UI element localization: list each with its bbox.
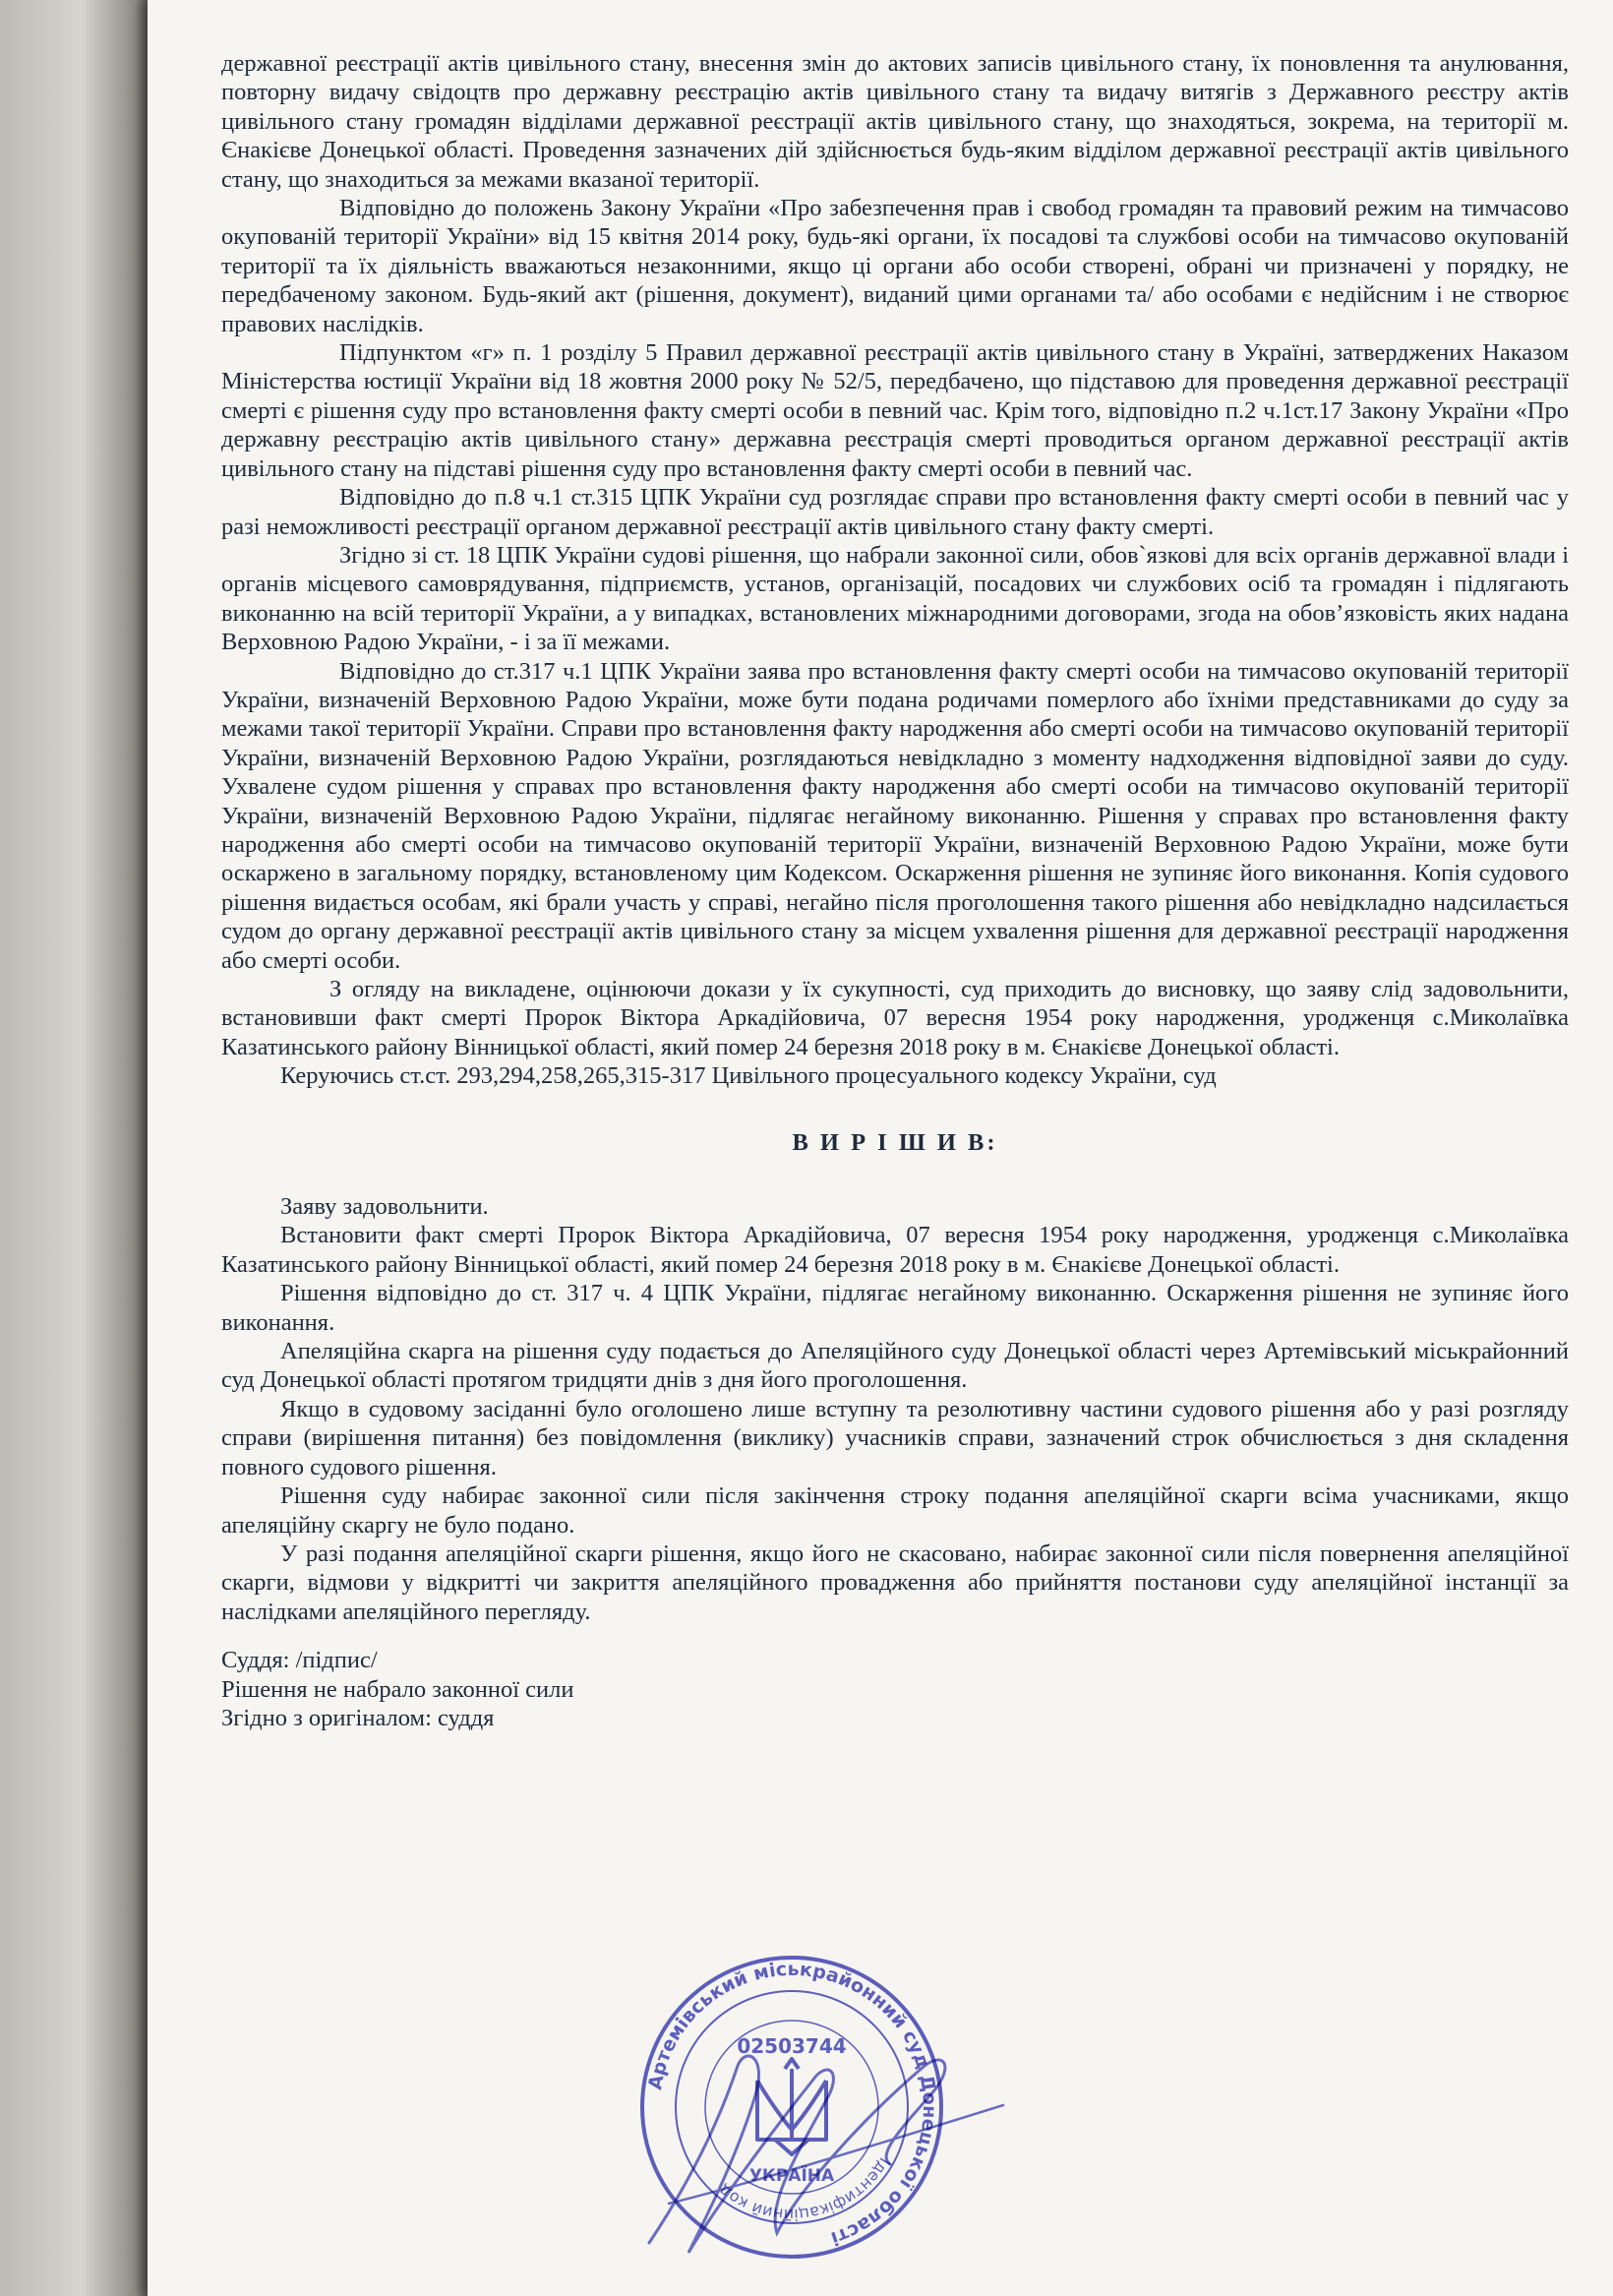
signature-not-in-force: Рішення не набрало законної сили	[221, 1675, 574, 1703]
resolution-legal-force: Рішення суду набирає законної сили після закінчення строку подання апеляційної скарги всіма учасниками, якщо апеляційну скаргу не було подано.	[221, 1482, 1569, 1539]
paragraph-art-18: Згідно зі ст. 18 ЦПК України судові рішення, що набрали законної сили, обов`язкові для всіх органів державної влади і органів місцевого самоврядування, підприємств, установ, організацій, посадових чи службових осіб та громадян і підлягають виконанню на всій території України, а у випадках, встановлених міжнародними договорами, згода на обов’язковість яких надана Верховною Радою України, - і за її межами.	[221, 541, 1569, 656]
seal-code: 02503744	[737, 2034, 847, 2058]
signature-copy: Згідно з оригіналом: суддя	[221, 1704, 495, 1731]
resolution-term: Якщо в судовому засіданні було оголошено лише вступну та резолютивну частини судового рішення або у разі розгляду справи (вирішення питання) без повідомлення (виклику) учасників справи, зазначений строк обчислюється з дня складення повного судового рішення.	[221, 1395, 1569, 1480]
paragraph-guided-by: Керуючись ст.ст. 293,294,258,265,315-317 Цивільного процесуального кодексу України, суд	[280, 1062, 1217, 1090]
signature-judge: Суддя: /підпис/	[221, 1647, 378, 1674]
book-fold-shadow	[0, 0, 148, 2296]
resolution-establish-fact: Встановити факт смерті Пророк Віктора Аркадійовича, 07 вересня 1954 року народження, уродженця с.Миколаївка Казатинського району Вінницької області, який помер 24 березня 2018 року в м. Єнакієве Донецької області.	[221, 1222, 1569, 1278]
seal-inner-text: Ідентифікаційний код	[714, 2154, 895, 2225]
paragraph-registration-rules: Підпунктом «г» п. 1 розділу 5 Правил державної реєстрації актів цивільного стану в Україні, затверджених Наказом Міністерства юстиції України від 18 жовтня 2000 року № 52/5, передбачено, що підставою для проведення державної реєстрації смерті є рішення суду про встановлення факту смерті особи в певний час. Крім того, відповідно п.2 ч.1ст.17 Закону України «Про державну реєстрацію актів цивільного стану» державна реєстрація смерті проводиться органом державної реєстрації актів цивільного стану на підставі рішення суду про встановлення факту смерті особи в певний час.	[221, 339, 1569, 482]
document-body	[221, 49, 1569, 1732]
resolution-grant: Заяву задовольнити.	[280, 1193, 489, 1221]
paragraph-art-315: Відповідно до п.8 ч.1 ст.315 ЦПК України суд розглядає справи про встановлення факту смерті особи в певний час у разі неможливості реєстрації органом державної реєстрації актів цивільного стану факту смерті.	[221, 484, 1569, 540]
paragraph-occupied-law: Відповідно до положень Закону України «Про забезпечення прав і свобод громадян та правовий режим на тимчасово окупованій території України» від 15 квітня 2014 року, будь-які органи, їх посадові та службові особи на тимчасово окупованій території та їх діяльність вважаються незаконними, якщо ці органи або особи створені, обрані чи призначені у порядку, не передбаченому законом. Будь-який акт (рішення, документ), виданий цими органами та/ або особами є недійсним і не створює правових наслідків.	[221, 195, 1569, 337]
paragraph-art-317: Відповідно до ст.317 ч.1 ЦПК України заява про встановлення факту смерті особи на тимчасово окупованій території України, визначеній Верховною Радою України, може бути подана родичами померлого або їхніми представниками до суду за межами такої території України. Справи про встановлення факту народження або смерті особи на тимчасово окупованій території України, визначеній Верховною Радою України, розглядаються невідкладно з моменту надходження відповідної заяви до суду. Ухвалене судом рішення у справах про встановлення факту народження або смерті особи на тимчасово окупованій території України, визначеній Верховною Радою України, підлягає негайному виконанню. Рішення у справах про встановлення факту народження або смерті особи на тимчасово окупованій території України, визначеній Верховною Радою України, може бути оскаржено в загальному порядку, встановленому цим Кодексом. Оскарження рішення не зупиняє його виконання. Копія судового рішення видається особам, які брали участь у справі, негайно після проголошення такого рішення або невідкладно надсилається судом до органу державної реєстрації актів цивільного стану за місцем ухвалення рішення для державної реєстрації народження або смерті особи.	[221, 657, 1569, 974]
decision-heading: В И Р І Ш И В:	[792, 1128, 998, 1156]
seal-outer-text: Артемівський міськрайонний суд Донецької області	[644, 1958, 941, 2250]
seal-country: УКРАЇНА	[748, 2166, 835, 2186]
resolution-immediate-execution: Рішення відповідно до ст. 317 ч. 4 ЦПК України, підлягає негайному виконанню. Оскарження рішення не зупиняє його виконання.	[221, 1280, 1569, 1336]
resolution-appeal: Апеляційна скарга на рішення суду подається до Апеляційного суду Донецької області через Артемівський міськрайонний суд Донецької області протягом тридцяти днів з дня його проголошення.	[221, 1338, 1569, 1394]
paragraph-conclusion: З огляду на викладене, оцінюючи докази у їх сукупності, суд приходить до висновку, що заяву слід задовольнити, встановивши факт смерті Пророк Віктора Аркадійовича, 07 вересня 1954 року народження, уродженця с.Миколаївка Казатинського району Вінницької області, який помер 24 березня 2018 року в м. Єнакієве Донецької області.	[221, 976, 1569, 1060]
paragraph-registry: державної реєстрації актів цивільного стану, внесення змін до актових записів цивільного стану, їх поновлення та анулювання, повторну видачу свідоцтв про державну реєстрацію актів цивільного стану та видачу витягів з Державного реєстру актів цивільного стану громадян відділами державної реєстрації актів цивільного стану, що знаходяться, зокрема, на території м. Єнакієве Донецької області. Проведення зазначених дій здійснюється будь-яким відділом державної реєстрації актів цивільного стану, що знаходиться за межами вказаної території.	[221, 50, 1569, 193]
resolution-appeal-outcome: У разі подання апеляційної скарги рішення, якщо його не скасовано, набирає законної сили після повернення апеляційної скарги, відмови у відкритті чи закриття апеляційного провадження або прийняття постанови суду апеляційної інстанції за наслідками апеляційного перегляду.	[221, 1540, 1569, 1625]
